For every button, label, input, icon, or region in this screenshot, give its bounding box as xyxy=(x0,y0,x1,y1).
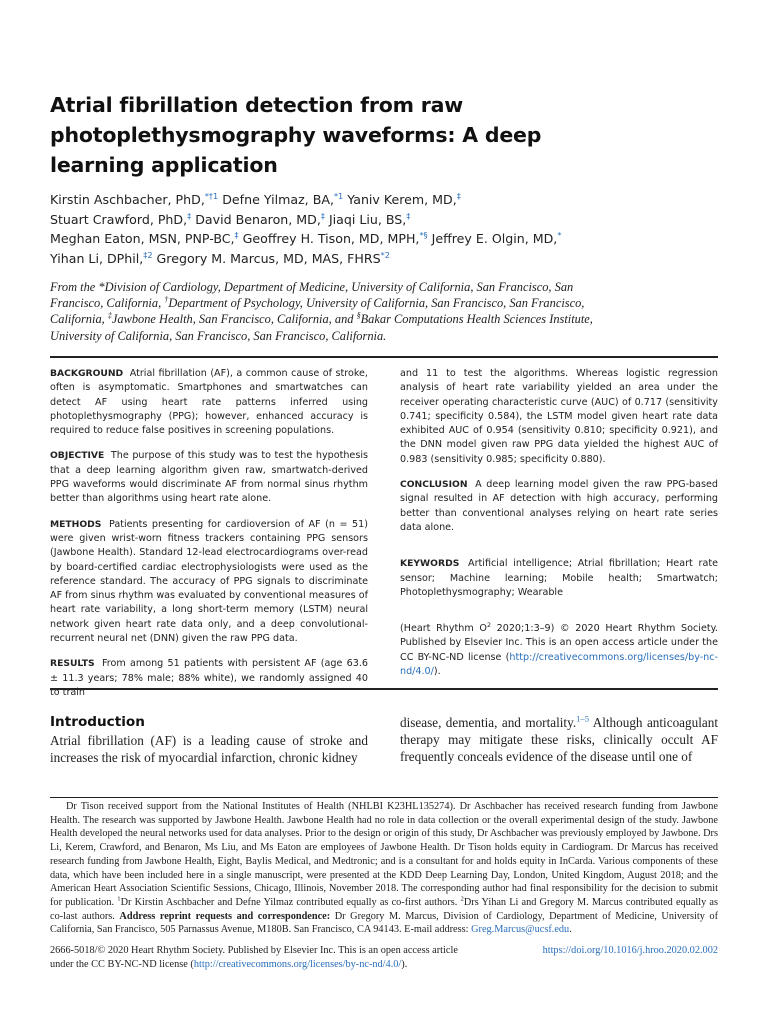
affiliation-text: Department of Psychology, University of California, San Francisco, San Francisco, California, xyxy=(50,296,585,327)
copyright-text: ). xyxy=(401,959,408,970)
author-name: Yihan Li, DPhil, xyxy=(50,250,144,266)
section-heading: KEYWORDS xyxy=(400,558,460,570)
copyright-line-2 xyxy=(50,958,470,972)
author-name: David Benaron, MD, xyxy=(191,211,321,227)
affiliation-mark: † xyxy=(164,295,169,305)
author-name: Defne Yilmaz, BA, xyxy=(218,192,334,207)
citation-text: 2020;1:3–9) © 2020 Heart Rhythm Society. Published by Elsevier Inc. This is an open access article under the CC BY-NC-ND license ( xyxy=(400,623,718,663)
footnote-text: Dr Tison received support from the National Institutes of Health (NHLBI K23HL135274). Dr Aschbacher has received research funding from Jawbone Health. The research was supported by Jawbone Health. Jawbone Health had no role in data collection or the overall experimental design of the study. Jawbone Health developed the neural networks used for data analyses. Prior to the design or origin of this study, Dr Aschbacher was previously employed by Jawbone. Drs Li, Kerem, Crawford, and Benaron, Ms Liu, and Ms Eaton are employees of Jawbone Health. Dr Tison holds equity in Cardiogram. Dr Marcus has received research funding from Jawbone Health, Eight, Baylis Medical, and Medtronic; and is a consultant for and holds equity in InCarda. Various components of these data, which have been included here in a single manuscript, were presented at the KDD Deep Learning Day, London, United Kingdom, August 2018; and the American Heart Association Scientific Sessions, Chicago, Illinois, November 2018. The corresponding author had final responsibility for the decision to submit for publication. xyxy=(50,801,718,908)
section-title-introduction: Introduction xyxy=(50,714,145,730)
abstract-box xyxy=(50,356,718,698)
body-paragraph: Atrial fibrillation (AF) is a leading cause of stroke and increases the risk of myocardial infarction, chronic kidney xyxy=(50,733,368,766)
body-text: disease, dementia, and mortality. xyxy=(400,715,577,730)
doi-link[interactable]: https://doi.org/10.1016/j.hroo.2020.02.002 xyxy=(542,945,718,956)
reference-citation[interactable]: 1–5 xyxy=(576,713,589,724)
author-affiliation-mark[interactable]: *1 xyxy=(333,190,344,201)
abstract-results xyxy=(50,657,368,700)
author-name: Gregory M. Marcus, MD, MAS, FHRS xyxy=(152,250,381,266)
affiliation-text: Bakar Computations Health Sciences Institute, University of California, San Francisco, San Francisco, California. xyxy=(50,312,593,343)
footnote-paragraph xyxy=(50,800,718,937)
author-affiliation-mark[interactable]: ‡ xyxy=(406,210,411,221)
abstract-keywords xyxy=(400,557,718,600)
citation-text: (Heart Rhythm O xyxy=(400,623,487,635)
author-name: Geoffrey H. Tison, MD, MPH, xyxy=(238,231,420,247)
section-heading: CONCLUSION xyxy=(400,479,468,491)
copyright-line-1: 2666-5018/© 2020 Heart Rhythm Society. Published by Elsevier Inc. This is an open access article xyxy=(50,945,458,956)
author-affiliation-mark[interactable]: ‡ xyxy=(187,210,192,221)
author-affiliation-mark[interactable]: *†1 xyxy=(204,190,219,201)
author-line-1 xyxy=(50,190,720,210)
correspondence-label: Address reprint requests and correspondence: xyxy=(119,910,331,922)
license-link[interactable]: http://creativecommons.org/licenses/by-nc-nd/4.0/ xyxy=(400,651,718,678)
citation-line xyxy=(400,622,718,679)
footnote-text: Dr Gregory M. Marcus, Division of Cardiology, Department of Medicine, University of California, San Francisco, 505 Parnassus Avenue, M180B. San Francisco, CA 94143. E-mail address: xyxy=(50,910,718,936)
author-line-2 xyxy=(50,210,720,230)
author-affiliation-mark[interactable]: *2 xyxy=(380,249,390,260)
section-heading: BACKGROUND xyxy=(50,368,124,379)
abstract-objective xyxy=(50,449,368,506)
footnote-block xyxy=(50,797,718,937)
footnote-mark: 2 xyxy=(460,895,464,903)
author-affiliation-mark[interactable]: ‡ xyxy=(320,210,325,221)
affiliation-text: From the *Division of Cardiology, Department of Medicine, University of California, San Francisco, San Francisco, California, xyxy=(50,280,574,311)
article-title: Atrial fibrillation detection from raw photoplethysmography waveforms: A deep learning application xyxy=(50,93,542,177)
abstract-results-continued xyxy=(400,367,718,467)
intro-column-left xyxy=(50,714,368,767)
affiliation-mark: § xyxy=(356,311,361,321)
abstract-conclusion xyxy=(400,478,718,535)
section-text: Atrial fibrillation (AF), a common cause of stroke, often is asymptomatic. Smartphones and smartwatches can detect AF using heart rate patterns inferred using photoplethysmography (PPG); however, enhanced accuracy is required to reduce false positives in screening populations. xyxy=(50,368,368,437)
citation-sup: 2 xyxy=(486,621,491,629)
body-paragraph xyxy=(400,714,718,766)
affiliation-text: Jawbone Health, San Francisco, California, and xyxy=(111,312,357,327)
section-text: The purpose of this study was to test the hypothesis that a deep learning algorithm given raw, smartwatch-derived PPG waveforms would discriminate AF from normal sinus rhythm better than algorithms using heart rate alone. xyxy=(50,450,368,505)
author-name: Yaniv Kerem, MD, xyxy=(343,192,457,207)
author-name: Meghan Eaton, MSN, PNP-BC, xyxy=(50,231,235,247)
section-text: and 11 to test the algorithms. Whereas logistic regression analysis of heart rate variability yielded an area under the receiver operating characteristic curve (AUC) of 0.717 (sensitivity 0.741; specificity 0.584), the LSTM model given heart rate data exhibited AUC of 0.954 (sensitivity 0.810; specificity 0.921), and the DNN model given raw PPG data yielded the highest AUC of 0.983 (sensitivity 0.985; specificity 0.880). xyxy=(400,368,718,465)
author-name: Kirstin Aschbacher, PhD, xyxy=(50,192,205,207)
license-link-footer[interactable]: http://creativecommons.org/licenses/by-nc-nd/4.0/ xyxy=(193,959,402,970)
abstract-methods xyxy=(50,518,368,647)
author-list xyxy=(50,190,720,268)
doi-block xyxy=(540,944,718,958)
footnote-text: Dr Kirstin Aschbacher and Defne Yilmaz contributed equally as co-first authors. xyxy=(120,896,461,908)
abstract-background xyxy=(50,367,368,438)
copyright-text: under the CC BY-NC-ND license ( xyxy=(50,959,194,970)
abstract-column-right xyxy=(400,367,718,690)
footnote-mark: 1 xyxy=(117,895,121,903)
body-text: Although anticoagulant therapy may mitigate these risks, clinically occult AF frequently conceals evidence of the disease until one of xyxy=(400,715,718,765)
author-name: Stuart Crawford, PhD, xyxy=(50,211,188,227)
abstract-column-left xyxy=(50,367,368,711)
affiliations xyxy=(50,279,625,344)
section-text: From among 51 patients with persistent AF (age 63.6 ± 11.3 years; 78% male; 88% white), we randomly assigned 40 to train xyxy=(50,658,368,698)
footnote-text: . xyxy=(569,924,572,936)
section-text: Patients presenting for cardioversion of AF (n = 51) were given wrist-worn fitness trackers containing PPG sensors (Jawbone Health). Standard 12-lead electrocardiograms over-read by board-certified cardiac electrophysiologists were used as the reference standard. The accuracy of PPG signals to discriminate AF from sinus rhythm was evaluated by conventional measures of heart rate variability, a long short-term memory (LSTM) neural network given heart rate data only, and a deep convolutional-recurrent neural net (DNN) given the raw PPG data. xyxy=(50,518,368,645)
author-line-3 xyxy=(50,229,720,249)
author-affiliation-mark[interactable]: ‡ xyxy=(234,230,239,240)
author-name: Jiaqi Liu, BS, xyxy=(324,211,407,227)
section-text: Artificial intelligence; Atrial fibrillation; Heart rate sensor; Machine learning; Mobile health; Smartwatch; Photoplethysmography; Wearable xyxy=(400,558,718,598)
citation-text: ). xyxy=(433,666,441,678)
section-text: A deep learning model given the raw PPG-based signal resulted in AF detection with high accuracy, performing better than conventional analyses relying on heart rate series data alone. xyxy=(400,479,718,533)
affiliation-mark: ‡ xyxy=(107,311,112,321)
author-affiliation-mark[interactable]: *§ xyxy=(419,230,428,240)
footnote-text: Drs Yihan Li and Gregory M. Marcus contributed equally as co-last authors. xyxy=(50,896,718,922)
author-name: Jeffrey E. Olgin, MD, xyxy=(427,231,558,247)
copyright-notice xyxy=(50,944,470,972)
intro-column-right xyxy=(400,714,718,766)
email-link[interactable]: Greg.Marcus@ucsf.edu xyxy=(471,924,570,936)
author-line-4 xyxy=(50,249,720,269)
section-heading: RESULTS xyxy=(50,658,95,670)
author-affiliation-mark[interactable]: ‡2 xyxy=(143,249,153,260)
section-heading: METHODS xyxy=(50,518,102,530)
author-affiliation-mark[interactable]: ‡ xyxy=(456,190,461,201)
author-affiliation-mark[interactable]: * xyxy=(557,230,562,240)
section-heading: OBJECTIVE xyxy=(50,450,105,462)
